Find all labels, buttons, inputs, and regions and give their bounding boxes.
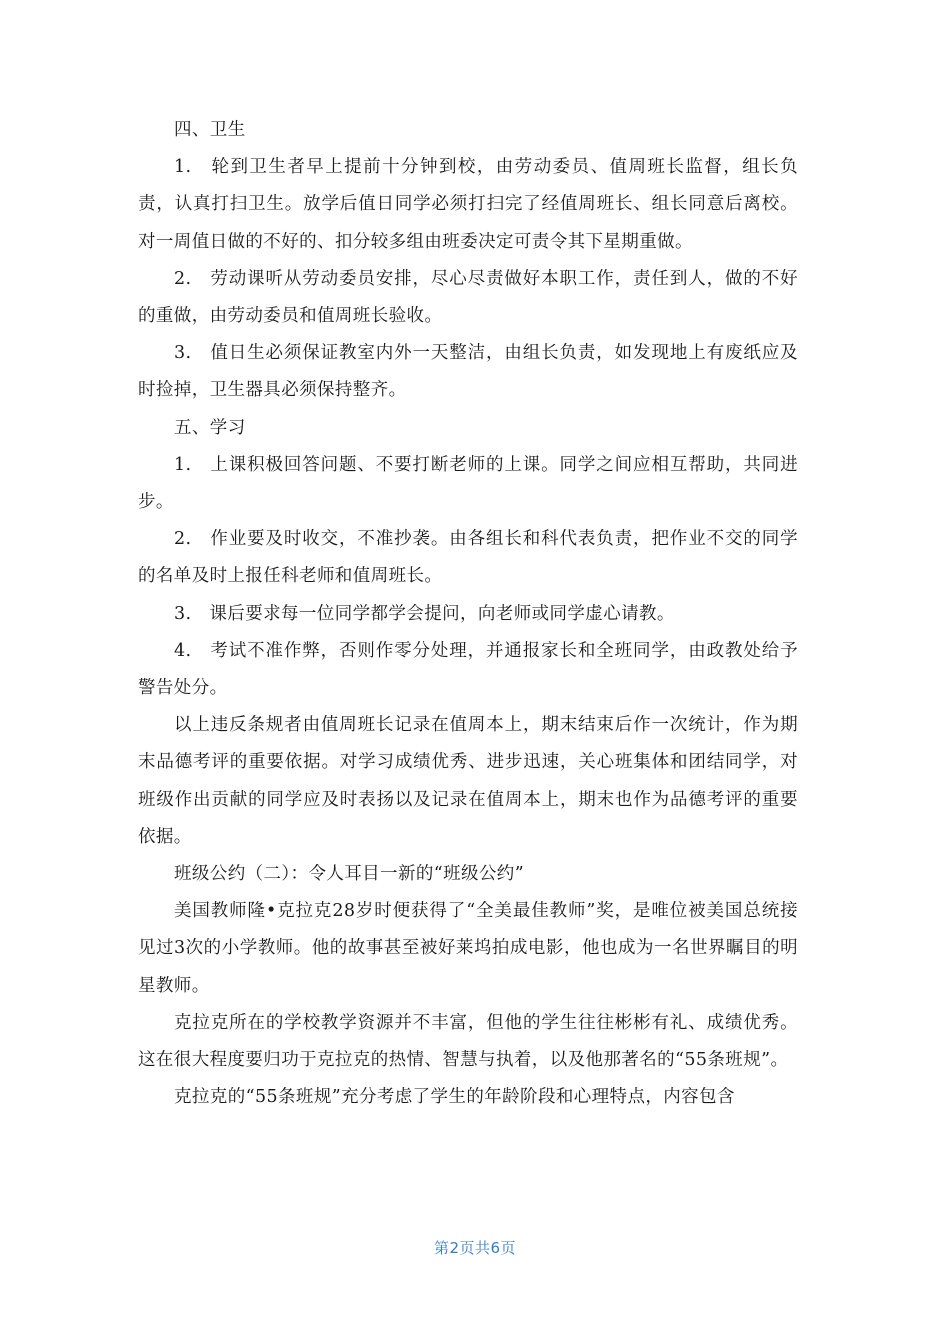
- paragraph: 2. 作业要及时收交，不准抄袭。由各组长和科代表负责，把作业不交的同学的名单及时上报任科老师和值周班长。: [138, 529, 798, 587]
- paragraph: 克拉克所在的学校教学资源并不丰富，但他的学生往往彬彬有礼、成绩优秀。这在很大程度要归功于克拉克的热情、智慧与执着，以及他那著名的“55条班规”。: [138, 1012, 798, 1071]
- article-title: 班级公约（二）：令人耳目一新的“班级公约”: [174, 864, 525, 885]
- paragraph: 以上违反条规者由值周班长记录在值周本上，期末结束后作一次统计，作为期末品德考评的重要依据。对学习成绩优秀、进步迅速，关心班集体和团结同学，对班级作出贡献的同学应及时表扬以及记录在值周本上，期末也作为品德考评的重要依据。: [138, 715, 798, 847]
- paragraph: 1. 轮到卫生者早上提前十分钟到校，由劳动委员、值周班长监督，组长负责，认真打扫卫生。放学后值日同学必须打扫完了经值周班长、组长同意后离校。对一周值日做的不好的、扣分较多组由班委决定可责令其下星期重做。: [138, 157, 798, 252]
- paragraph: 2. 劳动课听从劳动委员安排，尽心尽责做好本职工作，责任到人，做的不好的重做，由劳动委员和值周班长验收。: [138, 268, 798, 327]
- paragraph: 3. 课后要求每一位同学都学会提问，向老师或同学虚心请教。: [174, 603, 675, 624]
- paragraph: 美国教师隆•克拉克28岁时便获得了“全美最佳教师”奖，是唯位被美国总统接见过3次的小学教师。他的故事甚至被好莱坞拍成电影，他也成为一名世界瞩目的明星教师。: [138, 901, 798, 996]
- paragraph: 4. 考试不准作弊，否则作零分处理，并通报家长和全班同学，由政教处给予警告处分。: [138, 640, 798, 699]
- paragraph: 3. 值日生必须保证教室内外一天整洁，由组长负责，如发现地上有废纸应及时捡掉，卫生器具必须保持整齐。: [138, 343, 798, 401]
- document-body: [138, 112, 798, 1116]
- section-heading-hygiene: 四、卫生: [174, 120, 246, 140]
- paragraph: 克拉克的“55条班规”充分考虑了学生的年龄阶段和心理特点，内容包含: [174, 1087, 735, 1108]
- paragraph: 1. 上课积极回答问题、不要打断老师的上课。同学之间应相互帮助，共同进步。: [138, 454, 798, 513]
- page-number: 第2页共6页: [433, 1239, 517, 1257]
- section-heading-study: 五、学习: [174, 417, 246, 438]
